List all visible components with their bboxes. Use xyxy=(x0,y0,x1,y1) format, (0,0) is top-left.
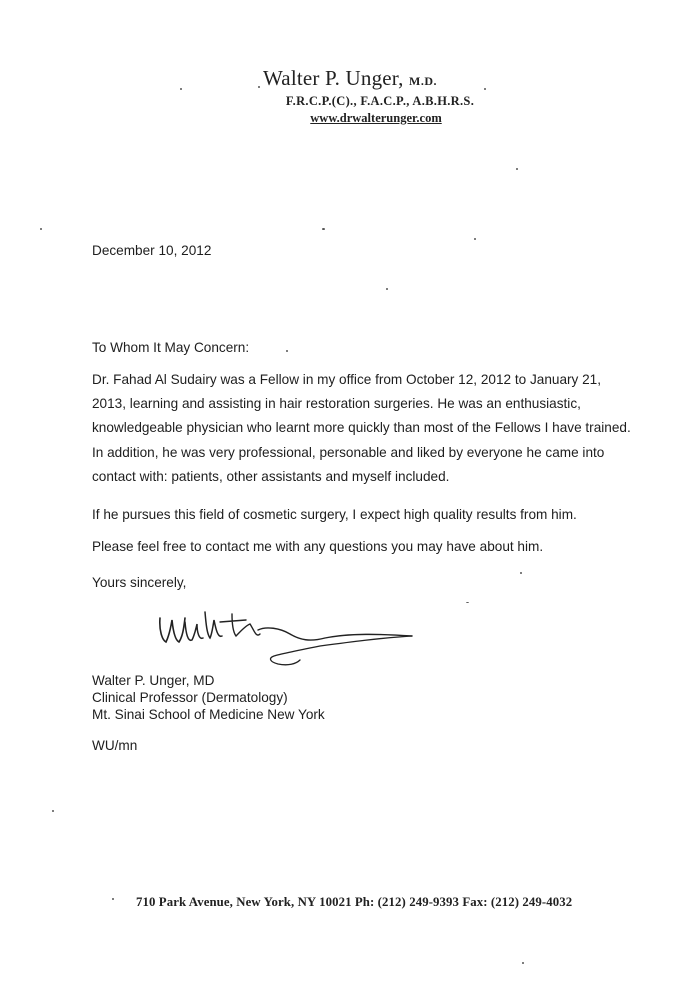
scan-speck xyxy=(516,168,518,170)
letter-closing: Yours sincerely, xyxy=(92,575,187,590)
scan-speck xyxy=(40,228,42,230)
letterhead-doctor-name: Walter P. Unger, xyxy=(262,66,404,90)
scan-speck xyxy=(466,602,469,603)
signatory-name: Walter P. Unger, MD xyxy=(92,673,215,688)
scan-speck xyxy=(286,350,288,352)
scan-speck xyxy=(522,962,524,964)
scan-speck xyxy=(484,88,486,90)
scan-speck xyxy=(474,238,476,240)
scan-speck xyxy=(322,228,325,230)
signatory-institution: Mt. Sinai School of Medicine New York xyxy=(92,707,325,722)
signatory-title: Clinical Professor (Dermatology) xyxy=(92,690,288,705)
scan-speck xyxy=(52,810,54,812)
scan-speck xyxy=(112,898,114,900)
handwritten-signature xyxy=(150,600,420,675)
letterhead-credentials: F.R.C.P.(C)., F.A.C.P., A.B.H.R.S. xyxy=(285,94,475,108)
typist-initials: WU/mn xyxy=(92,738,138,753)
letter-salutation: To Whom It May Concern: xyxy=(92,340,250,355)
body-paragraph-2: If he pursues this field of cosmetic surgery, I expect high quality results from him. xyxy=(92,507,577,522)
scan-speck xyxy=(520,572,522,574)
scan-speck xyxy=(386,288,388,290)
letterhead-degree: M.D. xyxy=(409,74,438,88)
footer-address: 710 Park Avenue, New York, NY 10021 Ph: (212) 249-9393 Fax: (212) 249-4032 xyxy=(136,895,573,909)
scan-speck xyxy=(180,88,182,90)
scan-speck xyxy=(258,86,260,88)
letterhead-website: www.drwalterunger.com xyxy=(310,111,442,125)
letterhead-name xyxy=(0,66,700,91)
letter-date: December 10, 2012 xyxy=(92,243,212,258)
body-paragraph-3: Please feel free to contact me with any questions you may have about him. xyxy=(92,539,544,554)
body-paragraph-1: Dr. Fahad Al Sudairy was a Fellow in my office from October 12, 2012 to January 21, 2013, learning and assisting in hair restoration surgeries. He was an enthusiastic, knowledgeable physician who learnt more quickly than most of the Fellows I have trained. In addition, he was very professional, personable and liked by everyone he came into contact with: patients, other assistants and myself included. xyxy=(92,372,631,484)
